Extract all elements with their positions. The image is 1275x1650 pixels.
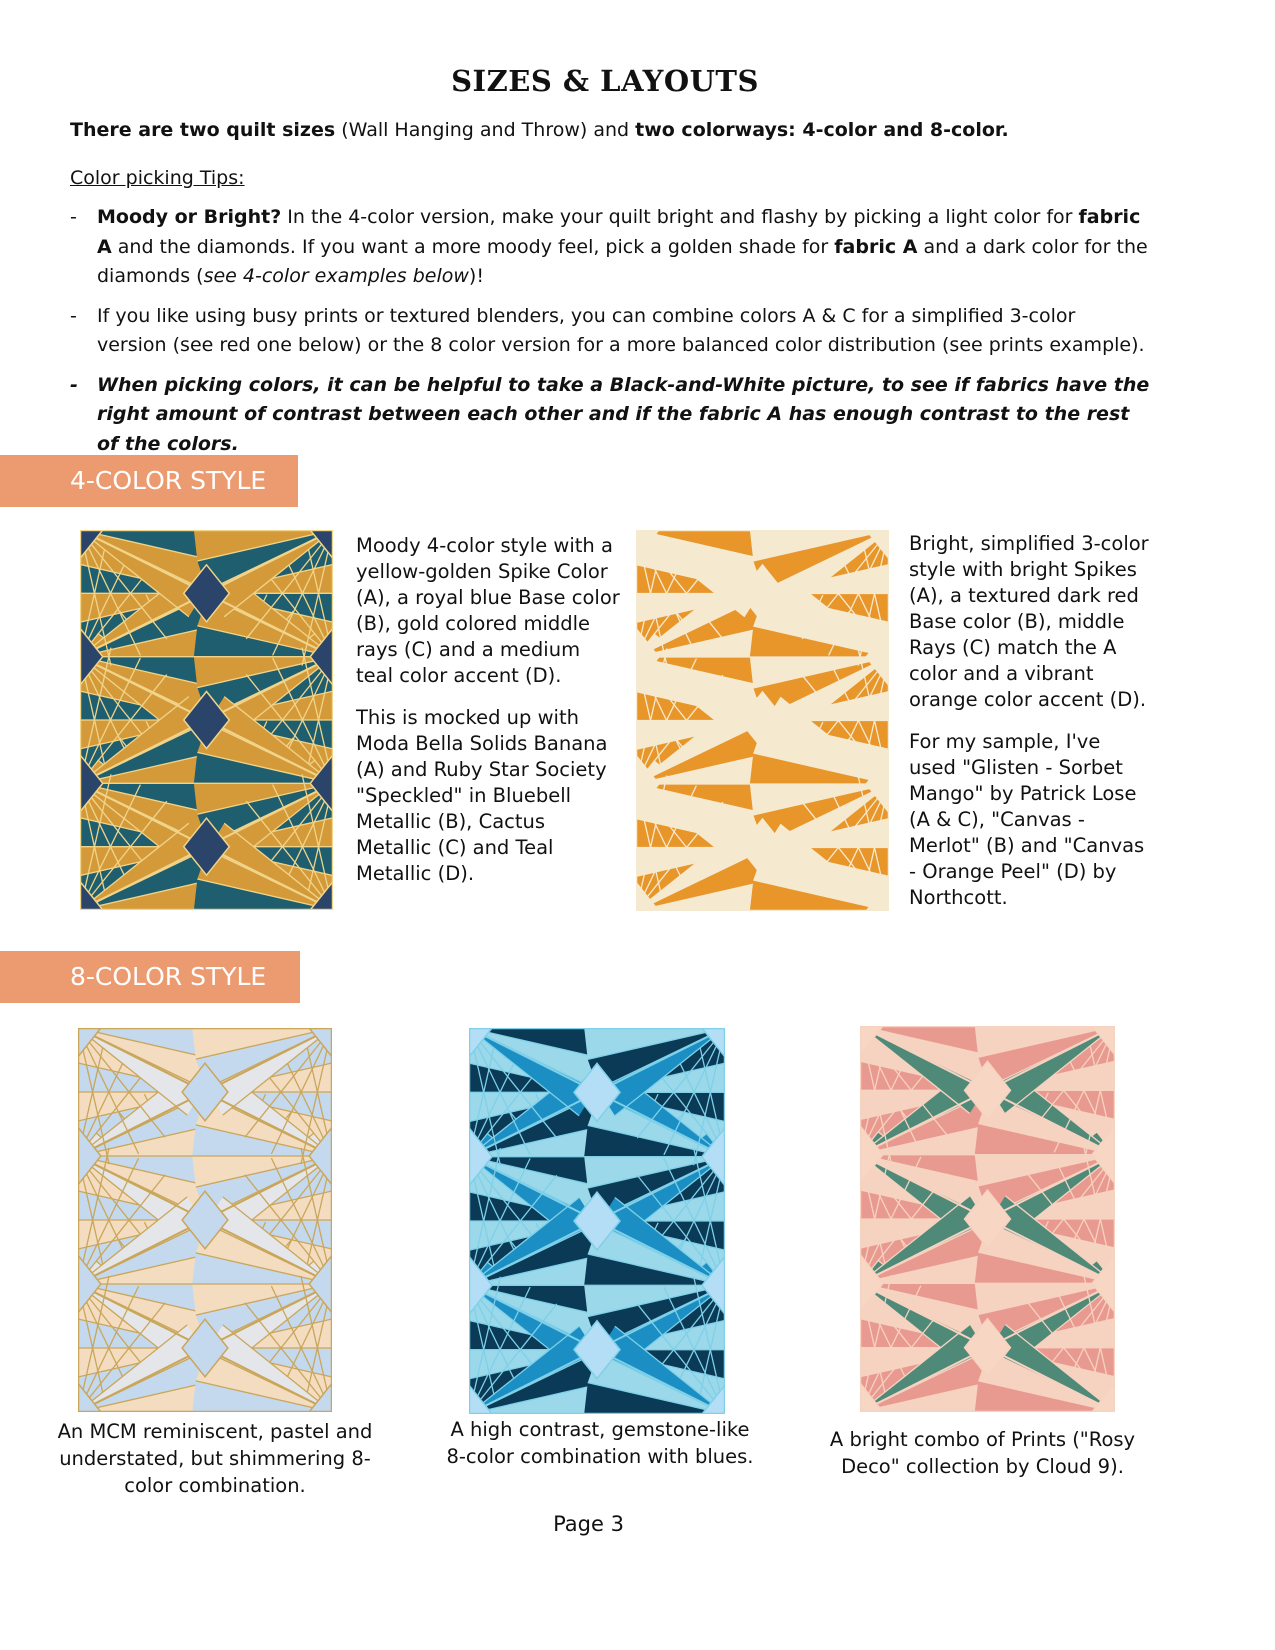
quilt-caption: A bright combo of Prints ("Rosy Deco" collection by Cloud 9). — [829, 1428, 1136, 1478]
tip-text: If you like using busy prints or textured blenders, you can combine colors A & C for a simplified 3-color version (see red one below) or the 8 color version for a more balanced color distribution (see prints example). — [97, 304, 1145, 356]
tips-heading: Color picking Tips: — [70, 167, 245, 189]
tip-text: In the 4-color version, make your quilt bright and flashy by picking a light color for — [281, 206, 1079, 228]
quilt-image-gemstone-8-color — [469, 1028, 725, 1414]
intro-text: (Wall Hanging and Throw) and — [335, 119, 636, 141]
page-number: Page 3 — [553, 1512, 624, 1536]
page-title: SIZES & LAYOUTS — [451, 64, 759, 98]
tips-list — [70, 203, 1150, 469]
quilt-image-prints-8-color — [860, 1026, 1115, 1412]
tip-italic: see 4-color examples below — [203, 265, 469, 287]
quilt-image-moody-4-color — [80, 530, 333, 910]
section-banner-4-color: 4-COLOR STYLE — [0, 455, 298, 507]
tip-text: )! — [468, 265, 484, 287]
quilt-description — [909, 531, 1149, 927]
tip-item — [70, 302, 1150, 361]
bullet-dash: - — [70, 373, 78, 396]
tip-item — [70, 203, 1150, 292]
intro-paragraph — [70, 116, 1190, 146]
quilt-caption: A high contrast, gemstone-like 8-color combination with blues. — [446, 1418, 754, 1468]
description-paragraph: Bright, simplified 3-color style with bright Spikes (A), a textured dark red Base color (B), middle Rays (C) match the A color and a vibrant orange color accent (D). — [909, 532, 1149, 711]
description-paragraph: Moody 4-color style with a yellow-golden Spike Color (A), a royal blue Base color (B), gold colored middle rays (C) and a medium teal color accent (D). — [356, 534, 620, 687]
bullet-dash: - — [70, 206, 77, 228]
tip-text: and the diamonds. If you want a more moody feel, pick a golden shade for — [111, 235, 835, 258]
tip-text: and a dark color for the diamonds ( — [97, 235, 1148, 287]
quilt-caption: An MCM reminiscent, pastel and understated, but shimmering 8-color combination. — [57, 1420, 373, 1497]
tip-text: When picking colors, it can be helpful to take a Black-and-White picture, to see if fabrics have the right amount of contrast between each other and if the fabric A has enough contrast to the rest of the colors. — [97, 373, 1150, 455]
quilt-image-pastel-8-color — [78, 1028, 332, 1412]
quilt-description — [356, 533, 621, 903]
section-banner-8-color: 8-COLOR STYLE — [0, 951, 300, 1003]
intro-bold-1: There are two quilt sizes — [70, 119, 336, 141]
description-paragraph: This is mocked up with Moda Bella Solids Banana (A) and Ruby Star Society "Speckled" in Bluebell Metallic (B), Cactus Metallic (C) and Teal Metallic (D). — [356, 706, 608, 885]
tip-item — [70, 371, 1150, 460]
tip-bold: Moody or Bright? — [97, 206, 282, 228]
bullet-dash: - — [70, 304, 77, 327]
intro-bold-2: two colorways: 4-color and 8-color. — [635, 119, 1009, 141]
tip-bold: fabric A — [97, 206, 1141, 258]
quilt-image-bright-3-color — [636, 530, 889, 911]
description-paragraph: For my sample, I've used "Glisten - Sorbet Mango" by Patrick Lose (A & C), "Canvas - Merlot" (B) and "Canvas - Orange Peel" (D) by Northcott. — [909, 730, 1145, 909]
tip-bold: fabric A — [834, 235, 918, 258]
